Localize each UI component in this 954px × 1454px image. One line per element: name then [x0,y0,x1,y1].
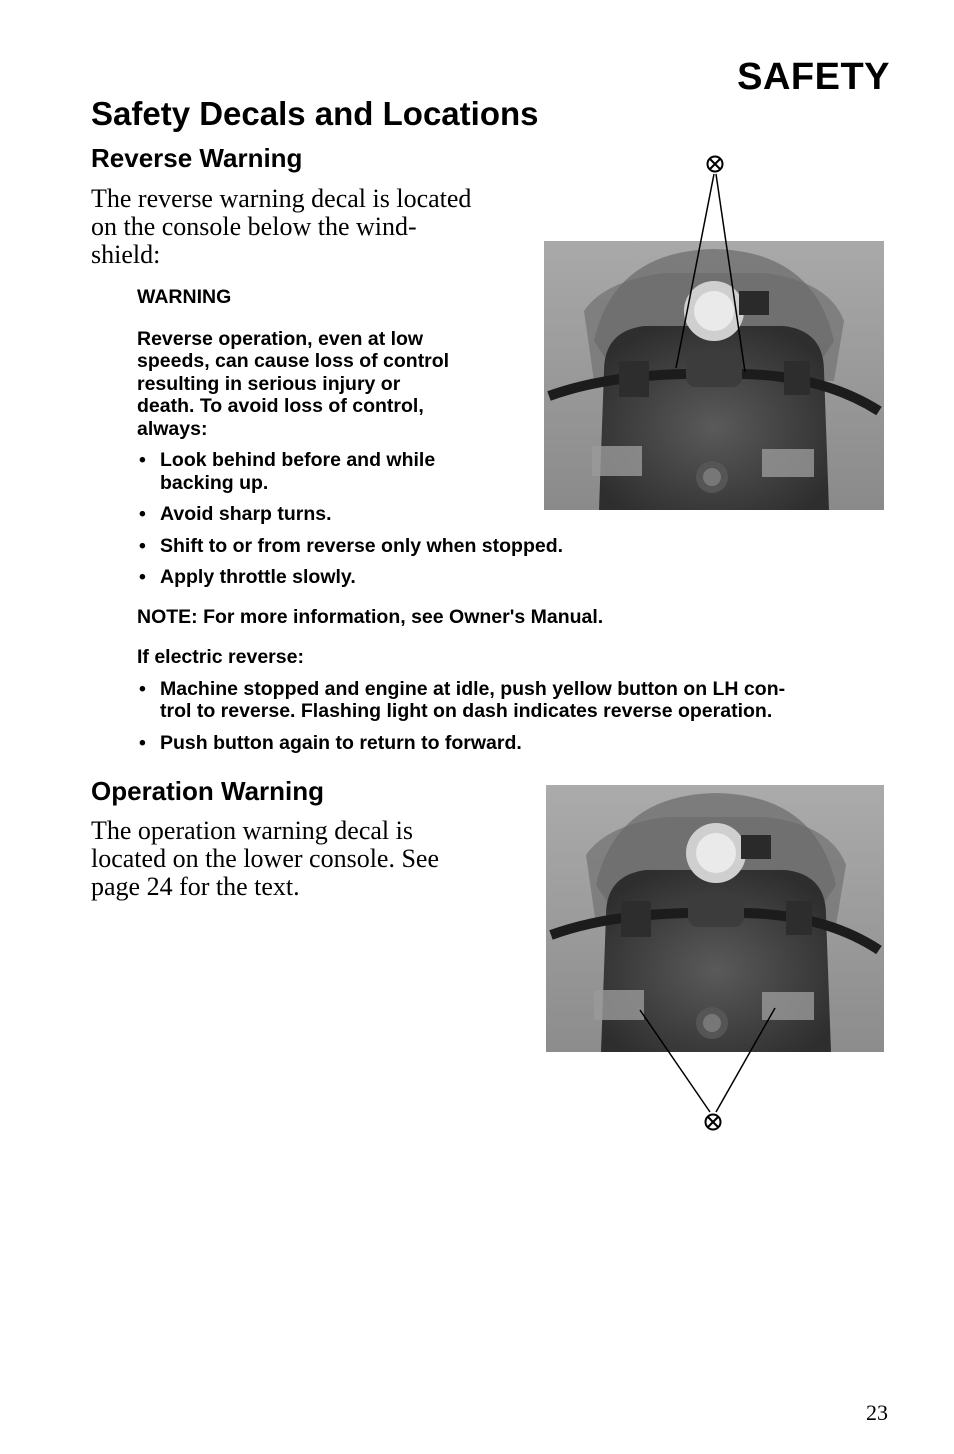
callout-lines-top [600,150,780,390]
bullet-line: backing up. [160,471,269,494]
bullet-line: • Look behind before and while [160,449,436,471]
bullet-line: • Machine stopped and engine at idle, push yellow button on LH con- [160,677,786,700]
note-text: NOTE: For more information, see Owner's Manual. [137,605,604,628]
bullet-item: • Avoid sharp turns. [137,503,897,526]
operation-warning-intro [91,817,511,901]
warning-line: death. To avoid loss of control, [137,395,424,417]
electric-reverse-label: If electric reverse: [137,646,304,668]
bullet-item [137,678,897,723]
warning-line: speeds, can cause loss of control [137,350,450,372]
intro-line: The operation warning decal is [91,816,413,845]
bullet-item: • Shift to or from reverse only when stopped. [137,535,897,558]
intro-line: page 24 for the text. [91,872,300,901]
bullet-item: • Apply throttle slowly. [137,566,897,589]
intro-line: The reverse warning decal is located [91,184,472,213]
circled-x-icon [706,1115,721,1130]
section-label: SAFETY [737,56,890,98]
intro-line: on the console below the wind- [91,212,417,241]
page-title: Safety Decals and Locations [91,95,539,132]
reverse-warning-intro [91,185,511,269]
bullet-item: • Push button again to return to forward. [137,732,897,755]
warning-label: WARNING [137,286,232,308]
circled-x-icon [708,157,723,172]
operation-warning-heading: Operation Warning [91,776,325,806]
warning-line: Reverse operation, even at low [137,327,424,350]
warning-line: resulting in serious injury or [137,372,401,395]
reverse-warning-heading: Reverse Warning [91,143,303,173]
intro-line: located on the lower console. See [91,844,439,873]
warning-line: always: [137,417,208,440]
electric-bullet-list [137,678,897,755]
page-number: 23 [866,1400,888,1425]
intro-line: shield: [91,240,161,269]
bullet-line: trol to reverse. Flashing light on dash indicates reverse operation. [160,700,773,722]
callout-lines-bottom [600,990,780,1140]
